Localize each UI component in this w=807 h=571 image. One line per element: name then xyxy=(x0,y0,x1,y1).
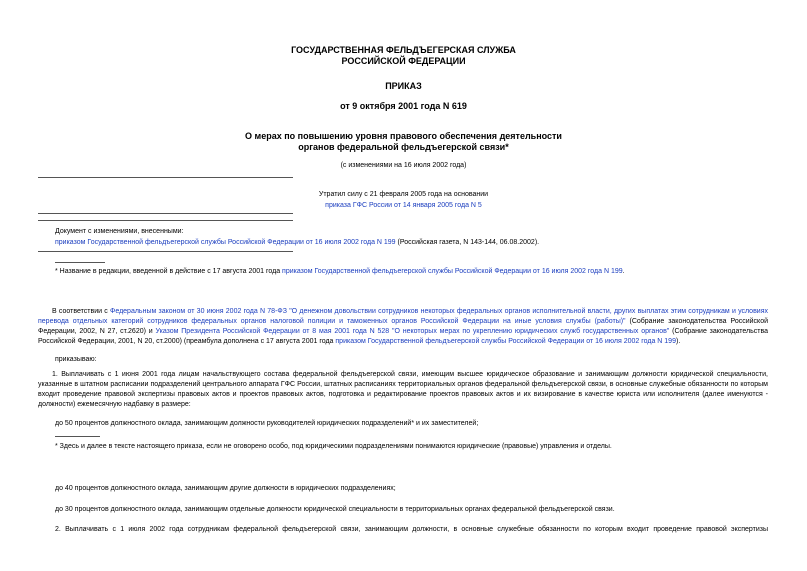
footnote-rule xyxy=(55,262,105,263)
preamble-text-1: В соответствии с xyxy=(52,308,111,315)
item-1: 1. Выплачивать с 1 июня 2001 года лицам начальствующего состава федеральной фельдъегерской связи, имеющим высшее юридическое образование и занимающим должности юридической специальности, указанные в штатном расписании подразделений центрального аппарата ГФС России, штатных расписаниях территориальных органов федеральной фельдъегерской связи, в основные служебные обязанности по которым входит проведение правовой экспертизы правовых актов и проектов правовых актов, подготовка и редактирование проектов правовых актов и их визирование в качестве юриста или исполнителя (далее именуются - должности) ежемесячную надбавку в размере: xyxy=(38,371,768,408)
item-1-c: до 30 процентов должностного оклада, занимающим отдельные должности юридической специальности в территориальных органах федеральной фельдъегерской связи. xyxy=(55,506,615,513)
lost-force-text: Утратил силу с 21 февраля 2005 года на основании xyxy=(318,191,489,198)
divider xyxy=(38,213,293,214)
org-name-line2: РОССИЙСКОЙ ФЕДЕРАЦИИ xyxy=(341,56,466,66)
item-2: 2. Выплачивать с 1 июля 2002 года сотрудникам федеральной фельдъегерской связи, занимающим должности, в основные служебные обязанности по которым входит проведение правовой экспертизы xyxy=(55,526,768,533)
doc-type: ПРИКАЗ xyxy=(385,81,422,91)
doc-title-line1: О мерах по повышению уровня правового обеспечения деятельности xyxy=(245,131,562,141)
divider xyxy=(38,251,293,252)
preamble-paragraph xyxy=(38,307,768,347)
lost-force-link[interactable]: приказа ГФС России от 14 января 2005 года N 5 xyxy=(325,202,482,209)
order-word: приказываю: xyxy=(55,356,97,363)
item-1-a: до 50 процентов должностного оклада, занимающим должности руководителей юридических подразделений* и их заместителей; xyxy=(55,420,479,427)
preamble-text-3: (Собрание законодательства Российской Федерации, 2001, N 20, ст.2000) (преамбула дополнена с 17 августа 2001 года xyxy=(38,328,768,345)
item-1-b: до 40 процентов должностного оклада, занимающим другие должности в юридических подразделениях; xyxy=(55,485,396,492)
preamble-text-2: (Собрание законодательства Российской Федерации, 2002, N 27, ст.2620) и xyxy=(38,318,768,335)
footnote-rule xyxy=(55,436,100,437)
doc-date-number: от 9 октября 2001 года N 619 xyxy=(340,101,467,111)
footnote-title-end: . xyxy=(622,268,625,275)
changes-label: Документ с изменениями, внесенными: xyxy=(55,228,184,235)
footnote-legal-units: * Здесь и далее в тексте настоящего приказа, если не оговорено особо, под юридическими подразделениями понимаются юридические (правовые) управления и отделы. xyxy=(55,443,612,450)
preamble-decree-link[interactable]: Указом Президента Российской Федерации от 8 мая 2001 года N 528 "О некоторых мерах по укреплению юридических служб государственных органов" xyxy=(155,328,670,335)
doc-title-line2: органов федеральной фельдъегерской связи* xyxy=(298,142,509,152)
preamble-order-link[interactable]: приказом Государственной фельдъегерской службы Российской Федерации от 16 июля 2002 года N 199 xyxy=(335,338,676,345)
footnote-title xyxy=(55,267,785,277)
amendments-note: (с изменениями на 16 июля 2002 года) xyxy=(340,162,467,169)
footnote-title-link[interactable]: приказом Государственной фельдъегерской службы Российской Федерации от 16 июля 2002 года N 199 xyxy=(282,268,623,275)
divider xyxy=(38,177,293,178)
preamble-law-link[interactable]: Федеральным законом от 30 июня 2002 года N 78-ФЗ "О денежном довольствии сотрудников некоторых федеральных органов исполнительной власти, других выплатах этим сотрудникам и условиях перевода отдельных категорий сотрудников федеральных органов налоговой полиции и таможенных органов Российской Федерации на иные условия службы (работы)" xyxy=(38,308,768,325)
changes-source: (Российская газета, N 143-144, 06.08.2002). xyxy=(395,239,540,246)
changes-link[interactable]: приказом Государственной фельдъегерской службы Российской Федерации от 16 июля 2002 года N 199 xyxy=(55,239,396,246)
preamble-text-4: ). xyxy=(675,338,681,345)
divider xyxy=(38,220,293,221)
footnote-title-text: * Название в редакции, введенной в действие с 17 августа 2001 года xyxy=(55,268,283,275)
org-name-line1: ГОСУДАРСТВЕННАЯ ФЕЛЬДЪЕГЕРСКАЯ СЛУЖБА xyxy=(291,45,516,55)
changes-line xyxy=(55,238,775,248)
